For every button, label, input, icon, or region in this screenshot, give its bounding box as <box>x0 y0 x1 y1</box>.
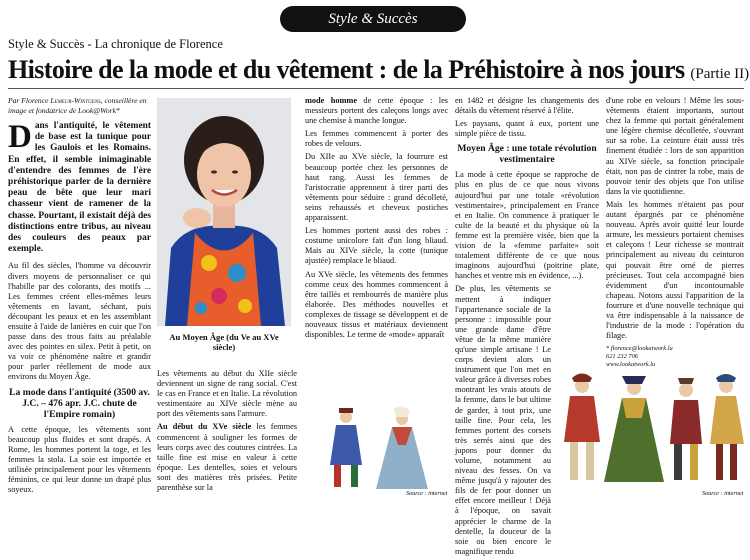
portrait-illustration <box>157 98 291 326</box>
subheading-antiquite: La mode dans l'antiquité (3500 av. J.C. – 476 apr. J.C. chute de l'Empire romain) <box>9 386 150 420</box>
paragraph: A cette époque, les vêtements sont beaucoup plus fluides et sont drapés. A Rome, les hommes portent la toge, et les femmes la stola. La soie est importée et utilisée principalement pour les vêtements féminins, ce qui leur donne un drapé plus soyeux. <box>8 424 151 495</box>
subheading-moyen-age: Moyen Âge : une totale révolution vestimentaire <box>457 143 597 166</box>
image-credit: Source : internet <box>406 490 448 497</box>
lead-text: ans l'antiquité, le vêtement de base est la tunique pour les Gaulois et les Romains. En effet, il semble inimaginable d'entendre des femmes de l'ère préhistorique parler de la dernière peau de bête que leur mari chasseur vient de ramener de la chasse. Pourtant, il existait déjà des distinctions entre tribus, au niveau des couleurs des peaux par exemple. <box>8 121 151 255</box>
contact-info <box>606 345 744 369</box>
byline <box>8 96 151 115</box>
paragraph-text: les femmes commencent à souligner les formes de leurs corps avec des coutures cintrées. La taille fine est mise en valeur à cette époque. Les dentelles, soies et velours sont des matières très prisées. Petite parenthèse sur la <box>157 422 297 493</box>
column-4 <box>455 96 599 560</box>
paragraph: en 1482 et désigne les changements des détails du vêtement réservé à l'élite. <box>455 96 599 116</box>
paragraph: Du XIIe au XVe siècle, la fourrure est beaucoup portée chez les personnes de haut rang. Aussi les femmes de l'aristocratie apprennent à tirer parti des vêtements pour séduire : grand décolleté, seins rehaussés et cheveux postiches apparaissent. <box>305 152 448 223</box>
paragraph: Les hommes portent aussi des robes : costume unicolore fait d'un long bliaud. Mais au XIVe siècle, la cotte (tunique ajustée) remplace le bliaud. <box>305 226 448 266</box>
image-credit: Source : internet <box>702 490 744 497</box>
medieval-figures-illustration <box>556 372 746 486</box>
paragraph: Au fil des siècles, l'homme va découvrir divers moyens de personnaliser ce qui l'habille par des colorants, des motifs ... Les femmes créent elles-mêmes leurs vêtements en lavant, séchant, puis découpant les peaux et en les assemblant ensuite à l'aide de lanières en cuir que l'on passe dans des trous faits au préalable avec des pointes en silex. Petit à petit, on va voir ce phénomène naître et grandir pour parler réellement de mode aux environs du Moyen Âge. <box>8 261 151 382</box>
paragraph <box>157 422 297 493</box>
section-banner-label: Style & Succès <box>328 11 418 27</box>
column-5 <box>606 96 744 369</box>
paragraph-text: de cette époque : les messieurs portent des caleçons longs avec une chemise à manche longue. <box>305 96 448 126</box>
column-3 <box>305 96 448 343</box>
paragraph: Les paysans, quant à eux, portent une simple pièce de tissu. <box>455 119 599 139</box>
column-kicker: Style & Succès - La chronique de Florence <box>8 37 223 51</box>
photo-caption: Au Moyen Âge (du Ve au XVe siècle) <box>169 332 279 352</box>
byline-prefix: Par Florence <box>8 96 51 105</box>
paragraph: La mode à cette époque se rapproche de plus en plus de ce que nous vivons aujourd'hui par une totale «révolution vestimentaire», principalement en France et en Italie. On commence à pratiquer le culte de la beauté et du physique où la femme est la première visée, bien que la vision de la «femme parfaite» soit totalement différente de ce que nous imaginons aujourd'hui (poitrine plate, hanches et ventre mis en évidence, ...). <box>455 170 599 281</box>
paragraph <box>305 96 448 126</box>
headline-rule <box>8 88 744 89</box>
paragraph: Les femmes commencent à porter des robes de velours. <box>305 129 448 149</box>
emphasis: Au début du XVe siècle <box>157 422 252 432</box>
byline-suffix: , conseillère en image et fondatrice de Look@Work* <box>8 96 147 115</box>
contact-phone: 621 232 706 <box>606 353 638 361</box>
paragraph: De plus, les vêtements se mettent à indiquer l'appartenance sociale de la personne : impossible pour une grande dame d'être vêtue de la même manière qu'une simple artisane ! Le corps devient alors un instrument que l'on met en valeur grâce à diverses robes montrant les vrais atouts de la femme, dans le but ultime de garder, à tout prix, une taille fine. Pour cela, les femmes portent des corsets très serrés ainsi que des jupons pour donner du volume, notamment au niveau des fesses. On va même jusqu'à y rajouter des fils de fer pour donner un effet encore meilleur ! Déjà à l'époque, on savait apprécier le charme de la dentelle, la douceur de la soie ou bien encore le magnifique rendu <box>455 284 551 556</box>
paragraph: d'une robe en velours ! Même les sous-vêtements étaient importants, surtout chez la femme qui portait généralement une légère chemise décolletée, s'ouvrant sur sa robe. La ceinture était aussi très finement étudiée : lors de son apparition au XIVe siècle, sa fonction principale était, non pas de cintrer la robe, mais de pouvoir tenir des objets que l'on utilise dans la vie quotidienne. <box>606 96 744 196</box>
medieval-couple-illustration <box>306 405 446 489</box>
drop-cap: D <box>8 119 32 155</box>
article-headline <box>8 55 748 89</box>
paragraph: Mais les hommes n'étaient pas pour autant épargnés par ce phénomène nouveau. Après avoir quitté leur lourde armure, les messieurs portaient chemises et caleçons ! Leur richesse se montrait principalement au niveau du ceinturon qui pouvait être orné de pierres précieuses. Tout cela accompagné bien évidemment d'un incontournable chapeau. Notons aussi l'apparition de la fourrure et d'une nouvelle technique qui va être indispensable à la naissance de l'industrie de la mode : l'opération du filage. <box>606 199 744 341</box>
column-1 <box>8 96 151 498</box>
headline-part: (Partie II) <box>690 66 750 82</box>
paragraph: Les vêtements au début du XIIe siècle deviennent un signe de rang social. C'est le cas en France et en Italie. La révolution vestimentaire au XIVe siècle mène au port des vêtements sans l'armure. <box>157 369 297 419</box>
author-photo <box>157 98 291 326</box>
headline-title: Histoire de la mode et du vêtement : de la Préhistoire à nos jours <box>8 55 685 84</box>
emphasis: mode homme <box>305 96 358 105</box>
paragraph: Au XVe siècle, les vêtements des femmes comme ceux des hommes commencent à être taillés et rembourrés de manière plus élaborée. Des méthodes nouvelles et complexes de tissage se développent et de nouveaux tissus et matériaux deviennent disponibles. Le terme de «mode» apparaît <box>305 269 448 340</box>
lead-paragraph <box>8 121 151 255</box>
column-2 <box>157 369 297 496</box>
section-banner <box>280 6 466 32</box>
contact-website: www.lookatwork.lu <box>606 361 656 369</box>
author-name: Lemeur-Wintgens <box>50 96 101 105</box>
contact-email: * florence@lookatwork.lu <box>606 345 673 353</box>
